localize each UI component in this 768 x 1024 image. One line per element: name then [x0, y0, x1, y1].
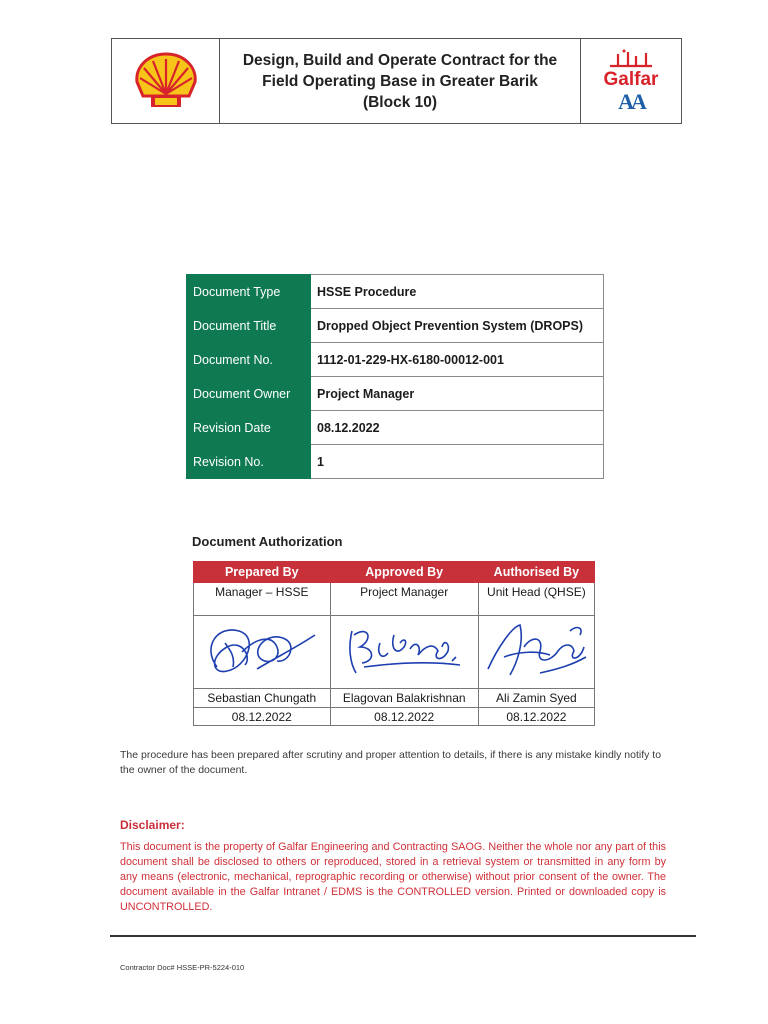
galfar-logo [581, 39, 681, 123]
auth-header-approved: Approved By [330, 562, 478, 583]
signature-approved [330, 616, 478, 689]
auth-dates-row [194, 708, 595, 726]
signature-image [197, 617, 327, 685]
auth-name: Sebastian Chungath [194, 689, 331, 708]
auth-header-prepared: Prepared By [194, 562, 331, 583]
signature-image [480, 617, 592, 685]
authorization-title: Document Authorization [192, 534, 343, 549]
header-title [220, 39, 581, 123]
auth-header-authorised: Authorised By [478, 562, 594, 583]
authorization-table [193, 561, 595, 726]
header-title-line-1: Design, Build and Operate Contract for the [242, 51, 558, 69]
auth-header-row [194, 562, 595, 583]
auth-role: Project Manager [330, 583, 478, 616]
contractor-doc-number: Contractor Doc# HSSE-PR-5224-010 [120, 963, 245, 972]
info-label: Revision Date [187, 411, 311, 445]
info-label: Document Type [187, 275, 311, 309]
header-title-line-2: Field Operating Base in Greater Barik [262, 72, 538, 90]
shell-logo [112, 39, 220, 123]
galfar-arabic-mark-icon [596, 48, 666, 70]
signature-authorised [478, 616, 594, 689]
signature-image [334, 617, 474, 685]
scrutiny-note: The procedure has been prepared after scrutiny and proper attention to details, if there is any mistake kindly notify to the owner of the document. [120, 749, 662, 776]
signature-prepared [194, 616, 331, 689]
info-value: Project Manager [311, 377, 604, 411]
auth-role: Manager – HSSE [194, 583, 331, 616]
info-value: HSSE Procedure [311, 275, 604, 309]
info-row [187, 445, 604, 479]
shell-pecten-icon [131, 50, 201, 112]
info-row [187, 377, 604, 411]
info-row [187, 343, 604, 377]
auth-signatures-row [194, 616, 595, 689]
info-value: 1112-01-229-HX-6180-00012-001 [311, 343, 604, 377]
auth-date: 08.12.2022 [330, 708, 478, 726]
info-label: Document No. [187, 343, 311, 377]
info-row [187, 275, 604, 309]
disclaimer-text: This document is the property of Galfar Engineering and Contracting SAOG. Neither the whole nor any part of this document shall be disclosed to others or reproduced, stored in a retrieval system or transmitted in any form by any means (electronic, mechanical, reprographic recording or otherwise) without prior consent of the owner. The document available in the Galfar Intranet / EDMS is the CONTROLLED version. Printed or downloaded copy is UNCONTROLLED. [120, 841, 666, 913]
auth-name: Ali Zamin Syed [478, 689, 594, 708]
auth-roles-row [194, 583, 595, 616]
info-label: Revision No. [187, 445, 311, 479]
info-row [187, 309, 604, 343]
auth-date: 08.12.2022 [194, 708, 331, 726]
galfar-sub-logo: AA [618, 89, 644, 114]
document-header [111, 38, 682, 124]
galfar-logo-text: Galfar [603, 69, 659, 90]
info-label: Document Owner [187, 377, 311, 411]
auth-date: 08.12.2022 [478, 708, 594, 726]
document-info-table [186, 274, 604, 479]
auth-name: Elagovan Balakrishnan [330, 689, 478, 708]
info-value: 1 [311, 445, 604, 479]
header-title-line-3: (Block 10) [362, 93, 438, 111]
info-value: 08.12.2022 [311, 411, 604, 445]
footer-divider [110, 935, 696, 937]
auth-names-row [194, 689, 595, 708]
auth-role: Unit Head (QHSE) [478, 583, 594, 616]
disclaimer-title: Disclaimer: [120, 818, 185, 832]
info-value: Dropped Object Prevention System (DROPS) [311, 309, 604, 343]
info-label: Document Title [187, 309, 311, 343]
info-row [187, 411, 604, 445]
